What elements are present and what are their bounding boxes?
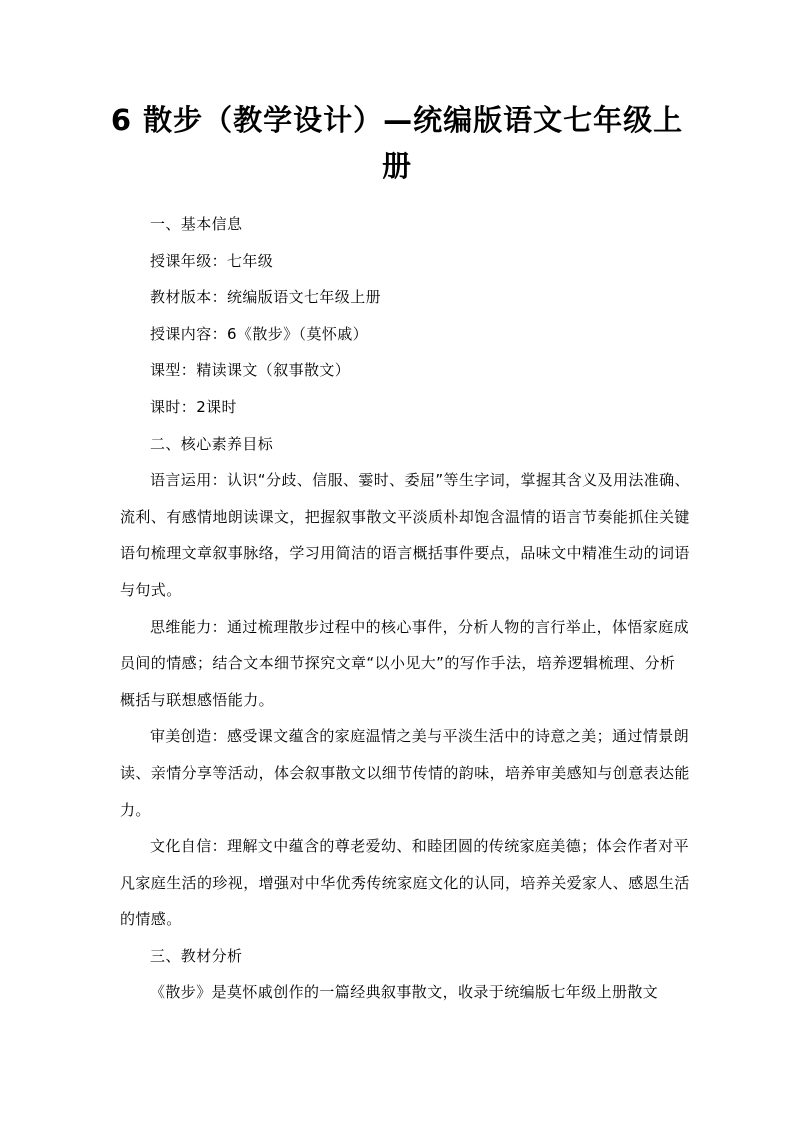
section-heading-core-goals: 二、核心素养目标	[150, 434, 274, 453]
document-title: 6 散步（教学设计）—统编版语文七年级上册	[110, 103, 684, 183]
section-heading-basic-info: 一、基本信息	[150, 215, 243, 233]
goal-cultural-confidence: 文化自信：理解文中蕴含的尊老爱幼、和睦团圆的传统家庭美德；体会作者对平凡家庭生活的珍视，增强对中华优秀传统家庭文化的认同，培养关爱家人、感恩生活的情感。	[120, 837, 690, 929]
info-grade: 授课年级：七年级	[150, 251, 274, 270]
info-class-hours: 课时：2课时	[150, 397, 237, 416]
section-heading-textbook-analysis: 三、教材分析	[150, 946, 243, 965]
info-lesson-type: 课型：精读课文（叙事散文）	[150, 361, 351, 380]
document-body	[120, 206, 690, 1011]
info-lesson-content: 授课内容：6《散步》（莫怀戚）	[150, 324, 369, 343]
goal-aesthetic-creation: 审美创造：感受课文蕴含的家庭温情之美与平淡生活中的诗意之美；通过情景朗读、亲情分享等活动，体会叙事散文以细节传情的韵味，培养审美感知与创意表达能力。	[120, 727, 690, 819]
info-textbook-version: 教材版本：统编版语文七年级上册	[150, 288, 382, 307]
textbook-analysis-paragraph: 《散步》是莫怀戚创作的一篇经典叙事散文，收录于统编版七年级上册散文	[150, 983, 659, 1002]
goal-thinking-ability: 思维能力：通过梳理散步过程中的核心事件，分析人物的言行举止，体悟家庭成员间的情感；结合文本细节探究文章“以小见大”的写作手法，培养逻辑梳理、分析概括与联想感悟能力。	[120, 617, 690, 709]
goal-language-use: 语言运用：认识“分歧、信服、霎时、委屈”等生字词，掌握其含义及用法准确、流利、有感情地朗读课文，把握叙事散文平淡质朴却饱含温情的语言节奏能抓住关键语句梳理文章叙事脉络，学习用简洁的语言概括事件要点，品味文中精准生动的词语与句式。	[120, 471, 690, 599]
